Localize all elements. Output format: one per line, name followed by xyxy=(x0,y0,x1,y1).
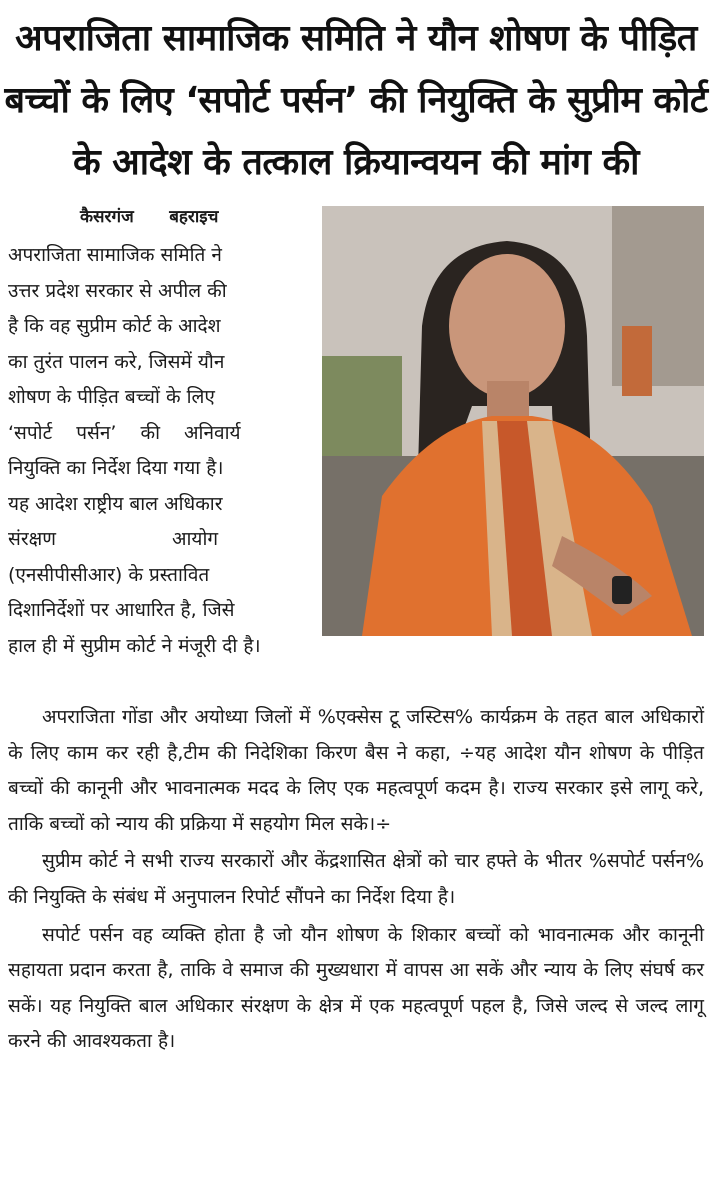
lead-line: संरक्षण आयोग xyxy=(8,528,219,550)
headline xyxy=(0,8,712,194)
lead-line: दिशानिर्देशों पर आधारित है, जिसे xyxy=(8,599,235,621)
lead-line: नियुक्ति का निर्देश दिया गया है। xyxy=(8,457,224,479)
lead-column xyxy=(8,238,308,664)
paragraph: अपराजिता गोंडा और अयोध्या जिलों में %एक्सेस टू जस्टिस% कार्यक्रम के तहत बाल अधिकारों के लिए काम कर रही है,टीम की निदेशिका किरण बैस ने कहा, ÷यह आदेश यौन शोषण के पीड़ित बच्चों की कानूनी और भावनात्मक मदद के लिए एक महत्वपूर्ण कदम है। राज्य सरकार इसे लागू करे, ताकि बच्चों को न्याय की प्रक्रिया में सहयोग मिल सके।÷ xyxy=(8,706,704,835)
paragraph: सुप्रीम कोर्ट ने सभी राज्य सरकारों और केंद्रशासित क्षेत्रों को चार हफ्ते के भीतर %सपोर्ट पर्सन% की नियुक्ति के संबंध में अनुपालन रिपोर्ट सौंपने का निर्देश दिया है। xyxy=(8,850,704,908)
dateline-place: बहराइच xyxy=(169,207,219,227)
portrait-photo xyxy=(322,206,704,636)
lead-line: का तुरंत पालन करे, जिसमें यौन xyxy=(8,350,225,373)
lead-line: है कि वह सुप्रीम कोर्ट के आदेश xyxy=(8,315,221,337)
paragraph: सपोर्ट पर्सन वह व्यक्ति होता है जो यौन शोषण के शिकार बच्चों को भावनात्मक और कानूनी सहायता प्रदान करता है, ताकि वे समाज की मुख्यधारा में वापस आ सकें और न्याय के लिए संघर्ष कर सकें। यह नियुक्ति बाल अधिकार संरक्षण के क्षेत्र में एक महत्वपूर्ण पहल है, जिसे जल्द से जल्द लागू करने की आवश्यकता है। xyxy=(8,923,704,1053)
lead-line: हाल ही में सुप्रीम कोर्ट ने मंजूरी दी है। xyxy=(8,634,261,657)
portrait-image xyxy=(322,206,704,636)
dateline xyxy=(80,204,320,227)
dateline-place: कैसरगंज xyxy=(80,207,134,227)
lead-line: ‘सपोर्ट पर्सन’ की अनिवार्य xyxy=(8,421,241,444)
headline-line: अपराजिता सामाजिक समिति ने यौन शोषण के पीड़ित xyxy=(15,18,697,59)
lead-line: उत्तर प्रदेश सरकार से अपील की xyxy=(8,279,227,302)
lead-line: शोषण के पीड़ित बच्चों के लिए xyxy=(8,386,215,408)
headline-line: बच्चों के लिए ‘सपोर्ट पर्सन’ की नियुक्ति के सुप्रीम कोर्ट xyxy=(4,80,708,121)
lead-line: यह आदेश राष्ट्रीय बाल अधिकार xyxy=(8,492,223,515)
lead-line: अपराजिता सामाजिक समिति ने xyxy=(8,244,222,266)
article-body xyxy=(8,700,704,1060)
headline-line: के आदेश के तत्काल क्रियान्वयन की मांग की xyxy=(73,142,639,183)
lead-line: (एनसीपीसीआर) के प्रस्तावित xyxy=(8,563,210,586)
